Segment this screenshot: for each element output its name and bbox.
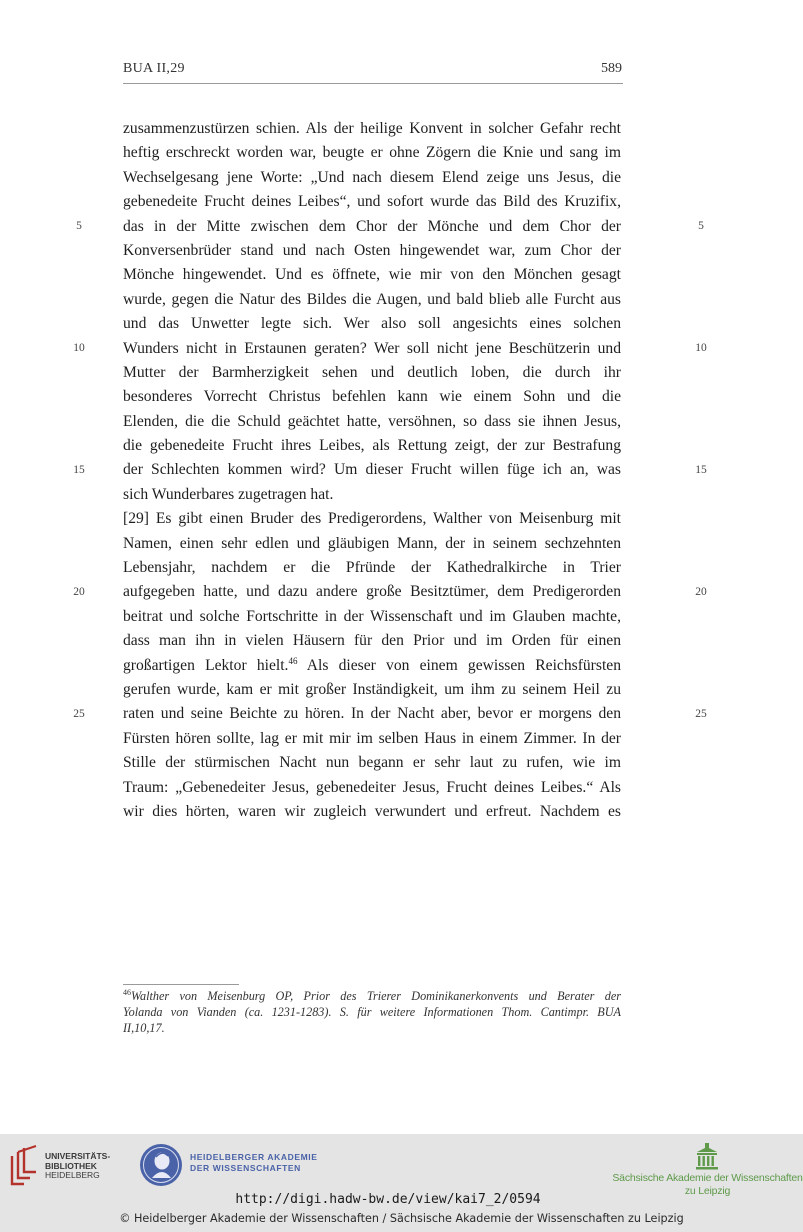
line-number-left: 25 (73, 708, 85, 720)
footnote-number: 46 (123, 987, 131, 997)
running-head-title: BUA II,29 (123, 61, 185, 76)
text-line: das in der Mitte zwischen dem Chor der Mönche und dem Chor der (123, 217, 621, 235)
text-line: gerufen wurde, kam er mit großer Inständigkeit, um ihm zu seinem Heil zu (123, 680, 621, 698)
text-line: raten und seine Beichte zu hören. In der Nacht aber, bevor er morgens den (123, 705, 621, 723)
text-line: beitrat und solche Fortschritte in der Wissenschaft und im Glauben machte, (123, 607, 621, 625)
ub-name-line: HEIDELBERG (45, 1170, 100, 1180)
text-line: zusammenzustürzen schien. Als der heilige Konvent in solcher Gefahr recht (123, 120, 621, 137)
saw-building-icon[interactable] (694, 1142, 720, 1170)
text-line: Wechselgesang jene Worte: „Und nach diesem Elend zeige uns Jesus, die (123, 168, 621, 186)
ub-name-line: BIBLIOTHEK (45, 1160, 97, 1171)
line-number-left: 5 (76, 220, 82, 232)
footnote (123, 988, 621, 1037)
text-line: Lebensjahr, nachdem er die Pfründe der Kathedralkirche in Trier (123, 559, 621, 577)
text-segment: Als dieser von einem gewissen Reichsfürsten (297, 656, 621, 674)
text-line-with-footnote (123, 654, 621, 678)
page-number: 589 (601, 61, 622, 76)
text-line: wir dies hörten, waren wir zugleich verwundert und erfreut. Nachdem es (123, 802, 621, 820)
saw-name-line: Sächsische Akademie der Wissenschaften (612, 1172, 803, 1184)
text-line: Mönche hingewendet. Und es öffnete, wie mir von den Mönchen gesagt (123, 266, 621, 284)
text-line: der Schlechten kommen wird? Um dieser Frucht willen füge ich an, was (123, 461, 621, 479)
footnote-text: Walther von Meisenburg OP, Prior des Trierer Dominikanerkonvents und Berater der (131, 989, 621, 1003)
ub-heidelberg-name (45, 1152, 110, 1181)
footnote-reference[interactable]: 46 (288, 655, 298, 666)
line-number-left: 10 (73, 342, 85, 354)
text-line: Konversenbrüder stand und nach Osten hingewendet war, zum Chor der (123, 241, 621, 259)
text-line: die gebenedeite Frucht ihres Leibes, als Rettung zeigt, der zur Bestrafung (123, 437, 621, 455)
text-line: sich Wunderbares zugetragen hat. (123, 485, 334, 503)
text-line: Elenden, die die Schuld geächtet hatte, versöhnen, so dass sie ihnen Jesus, (123, 412, 621, 430)
line-number-right: 15 (695, 464, 707, 476)
hadw-name-line: DER WISSENSCHAFTEN (190, 1162, 301, 1173)
ub-name-line: UNIVERSITÄTS- (45, 1151, 111, 1161)
text-line: Wunders nicht in Erstaunen geraten? Wer soll nicht jene Beschützerin und (123, 339, 621, 357)
running-head (123, 61, 623, 84)
line-number-right: 20 (695, 586, 707, 598)
main-text (123, 117, 621, 824)
text-line: Stille der stürmischen Nacht nun begann er sehr laut zu rufen, wie im (123, 754, 621, 772)
text-line: Traum: „Gebenedeiter Jesus, gebenedeiter Jesus, Frucht deines Leibes.“ Als (123, 778, 621, 796)
text-line: Fürsten hören sollte, lag er mit mir im selben Haus in einem Zimmer. In der (123, 729, 621, 747)
text-line: aufgegeben hatte, und dazu andere große Besitztümer, dem Predigerorden (123, 583, 621, 601)
footnote-divider (123, 984, 239, 985)
text-line: [29] Es gibt einen Bruder des Predigerordens, Walther von Meisenburg mit (123, 510, 621, 528)
text-line: Namen, einen sehr edlen und gläubigen Mann, der in seinem sechzehnten (123, 534, 621, 552)
footnote-line: Yolanda von Vianden (ca. 1231-1283). S. für weitere Informationen Thom. Cantimpr. BUA (123, 1005, 621, 1020)
line-number-right: 10 (695, 342, 707, 354)
footnote-line: II,10,17. (123, 1021, 165, 1036)
line-number-left: 20 (73, 586, 85, 598)
footnote-line (123, 988, 621, 1004)
hadw-seal-icon[interactable] (138, 1142, 184, 1188)
line-number-left: 15 (73, 464, 85, 476)
text-line: heftig erschreckt worden war, beugte er ohne Zögern die Knie und sang im (123, 144, 621, 162)
hadw-name-line: HEIDELBERGER AKADEMIE (190, 1152, 318, 1162)
text-line: besonderes Vorrecht Christus befehlen kann wie einem Sohn und die (123, 388, 621, 406)
text-line: Mutter der Barmherzigkeit sehen und deutlich loben, die durch ihr (123, 363, 621, 381)
text-line: gebenedeite Frucht deines Leibes“, und sofort wurde das Bild des Kruzifix, (123, 193, 621, 211)
text-segment: großartigen Lektor hielt. (123, 656, 289, 674)
source-url-link[interactable]: http://digi.hadw-bw.de/view/kai7_2/0594 (235, 1192, 541, 1207)
hadw-name (190, 1152, 318, 1173)
saw-name-line: zu Leipzig (684, 1184, 731, 1197)
text-line: wurde, gegen die Natur des Bildes die Augen, und bald blieb alle Furcht aus (123, 290, 621, 308)
line-number-right: 25 (695, 708, 707, 720)
line-number-right: 5 (698, 220, 704, 232)
text-line: und das Unwetter legte sich. Wer also soll angesichts eines solchen (123, 315, 621, 333)
text-line: dass man ihn in vielen Häusern für den Prior und im Orden für einen (123, 632, 621, 650)
copyright-notice: © Heidelberger Akademie der Wissenschaften / Sächsische Akademie der Wissenschaften zu Leipzig (119, 1212, 684, 1225)
